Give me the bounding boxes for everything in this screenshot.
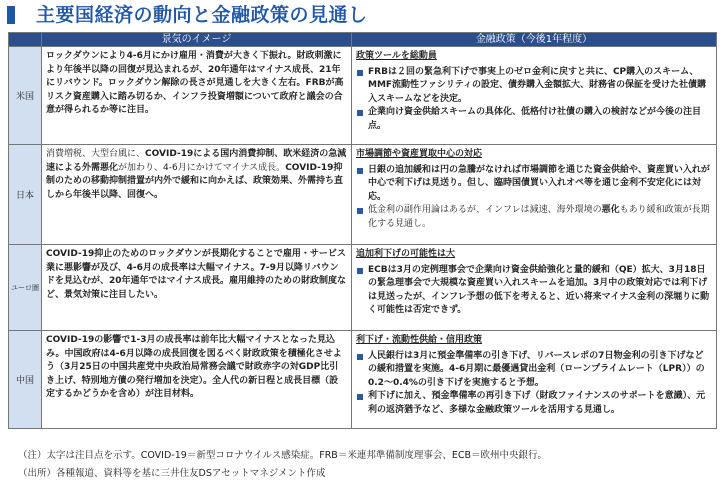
policy-subtitle-japan: 市場調節や資産買取中心の対応 xyxy=(356,149,483,159)
header-economy: 景気のイメージ xyxy=(42,33,352,47)
list-item xyxy=(356,66,712,107)
table-row xyxy=(9,145,717,245)
policy-cell-eurozone xyxy=(352,245,717,331)
policy-list-us xyxy=(356,66,712,134)
policy-subtitle-china: 利下げ・流動性供給・信用政策 xyxy=(356,335,483,345)
policy-subtitle-eurozone: 追加利下げの可能性は大 xyxy=(356,249,456,259)
bold-text: FRBは２回の緊急利下げで事実上のゼロ金利に戻すと共に、CP購入のスキーム、MMF流動性ファシリティの設定、債券購入金額拡大、財務省の保証を受けた社債購入スキームなどを決定。 xyxy=(368,66,706,104)
list-item xyxy=(356,350,712,391)
list-item xyxy=(356,204,712,231)
title-marker xyxy=(7,6,15,24)
region-us: 米国 xyxy=(9,47,42,145)
region-china: 中国 xyxy=(9,331,42,429)
policy-cell-japan xyxy=(352,145,717,245)
bold-text: COVID-19の影響で1-3月の成長率は前年比大幅マイナスとなった見込み。中国政府は4-6月以降の成長回復を図るべく財政政策を積極化させよう（3月25日の中国共産党中央政治局常務会議で財政赤字の対GDP比引き上げ、特別地方債の発行増加を決定）。全人代の新日程と成長目標（設定するかどうかを含め）が注目材料。 xyxy=(46,335,342,400)
bold-text: 悪化 xyxy=(601,205,620,216)
economy-cell-eurozone xyxy=(42,245,352,331)
header-blank xyxy=(9,33,42,47)
list-item xyxy=(356,164,712,205)
policy-list-china xyxy=(356,350,712,418)
table-row xyxy=(9,331,717,429)
bold-text: 日銀の追加緩和は円の急騰がなければ市場調節を通じた資金供給や、資産買い入れが中心で利下げは見送り。但し、臨時国債買い入れオペ等を通じ金利不安定化には対応。 xyxy=(368,164,710,202)
policy-list-eurozone xyxy=(356,264,712,318)
page-title: 主要国経済の動向と金融政策の見通し xyxy=(36,4,368,26)
bold-text: 企業向け資金供給スキームの具体化、低格付け社債の購入の検討などが今後の注目点。 xyxy=(368,107,702,131)
text: もあり緩和政策が長期化する見通し。 xyxy=(368,205,710,229)
policy-list-japan xyxy=(356,164,712,232)
bold-text: COVID-19抑止のためのロックダウンが長期化することで雇用・サービス業に悪影響が及び、4-6月の成長率は大幅マイナス。7-9月以降リバウンドを見込むが、20年通年ではマイナス成長。雇用維持のための財政制度など、景気対策に注目したい。 xyxy=(46,249,346,300)
bold-text: 人民銀行は3月に預金準備率の引き下げ、リバースレポの7日物金利の引き下げなどの緩和措置を実施。4-6月期に最優遇貸出金利（ローンプライムレート（LPR））の0.2～0.4%の引き下げを実施すると予想。 xyxy=(368,350,705,388)
bold-text: COVID-19による国内消費抑制、欧米経済の急減速による外需悪化 xyxy=(46,149,347,173)
list-item xyxy=(356,264,712,318)
bold-text: ロックダウンにより4-6月にかけ雇用・消費が大きく下振れ。財政刺激により年後半以降の回復が見込まれるが、20年通年はマイナス成長、21年にリバウンド。ロックダウン解除の長さが見通しを大きく左右。FRBが高リスク資産購入に踏み切るか、インフラ投資増額について政府と議会の合意が得られるか等に注目。 xyxy=(46,51,344,116)
source-note: （出所）各種報道、資料等を基に三井住友DSアセットマネジメント作成 xyxy=(18,468,326,479)
table-row xyxy=(9,245,717,331)
economy-cell-japan xyxy=(42,145,352,245)
economy-cell-us xyxy=(42,47,352,145)
table-row xyxy=(9,47,717,145)
bold-text: 利下げに加え、預金準備率の再引き下げ（財政ファイナンスのサポートを意識）、元利の返済猶予など、多様な金融政策ツールを活用する見通し。 xyxy=(368,391,706,415)
policy-cell-us xyxy=(352,47,717,145)
header-monetary-policy: 金融政策（今後1年程度） xyxy=(352,33,717,47)
list-item xyxy=(356,390,712,417)
list-item xyxy=(356,106,712,133)
policy-cell-china xyxy=(352,331,717,429)
text: 低金利の副作用論はあるが、インフレは減速、海外環境の xyxy=(368,205,602,216)
bold-text: ECBは3月の定例理事会で企業向け資金供給強化と量的緩和（QE）拡大、3月18日の緊急理事会で大規模な資産買い入れスキームを追加。3月中の政策対応では利下げは見送ったが、インフレ予想の低下を考えると、近い将来マイナス金利の深堀りに動く可能性は否定できず。 xyxy=(368,264,710,316)
text: が加わり、4-6月にかけてマイナス成長。 xyxy=(118,162,286,173)
economy-cell-china xyxy=(42,331,352,429)
text: 消費増税、大型台風に、 xyxy=(46,149,146,159)
footnote: （注）太字は注目点を示す。COVID-19＝新型コロナウイルス感染症。FRB＝米連邦準備制度理事会、ECB＝欧州中央銀行。 xyxy=(18,450,547,461)
policy-subtitle-us: 政策ツールを総動員 xyxy=(356,51,437,61)
region-japan: 日本 xyxy=(9,145,42,245)
outlook-table xyxy=(8,32,717,429)
bold-text: COVID-19抑制のための移動抑制措置が内外で緩和に向かえば、政策効果、外需持ち直しから年後半以降、回復へ。 xyxy=(46,162,344,200)
region-eurozone: ユーロ圏 xyxy=(9,245,42,331)
